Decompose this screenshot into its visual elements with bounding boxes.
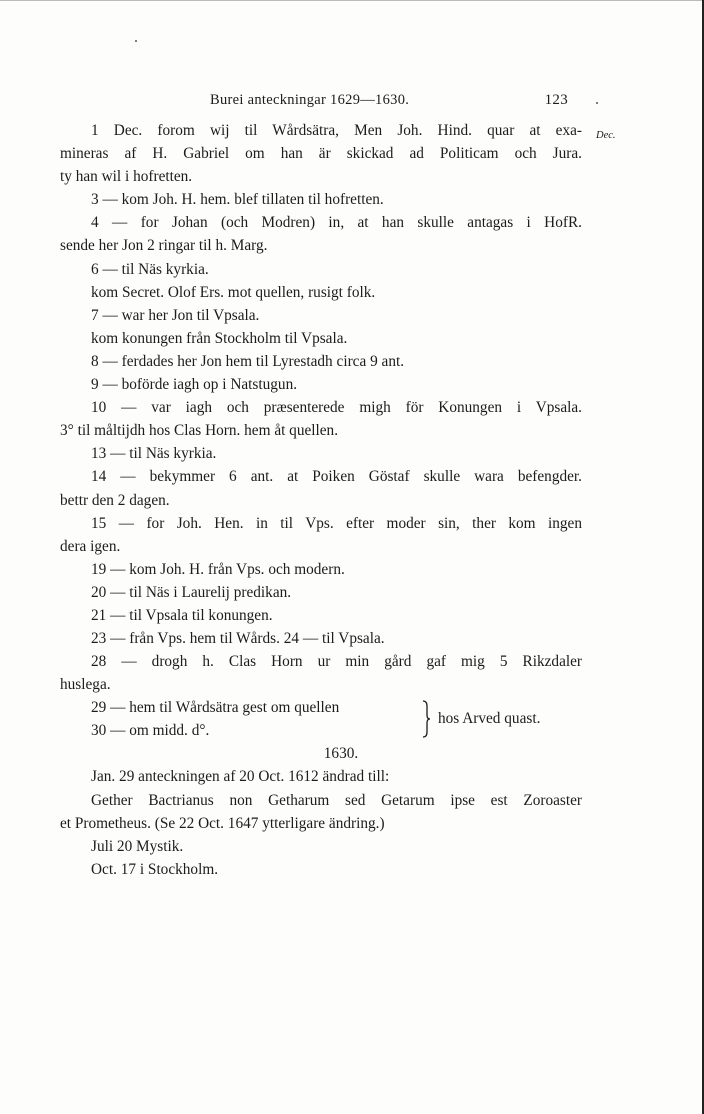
page-top-edge: [0, 0, 704, 1]
diary-lines: [60, 119, 582, 696]
text-line: 7 — war her Jon til Vpsala.: [91, 306, 260, 324]
text-line: ty han wil i hofretten.: [60, 168, 193, 186]
text-line: 15 — for Joh. Hen. in til Vps. efter moder sin, ther kom ingen: [91, 514, 582, 532]
text-line: kom konungen från Stockholm til Vpsala.: [91, 329, 348, 347]
text-line: Juli 20 Mystik.: [91, 837, 184, 855]
brace-side-note: hos Arved quast.: [438, 710, 541, 728]
curly-brace-icon: [422, 700, 430, 738]
brace-line-2: 30 — om midd. d°.: [91, 722, 210, 740]
text-line: Gether Bactrianus non Getharum sed Getarum ipse est Zoroaster: [91, 791, 582, 809]
text-line: mineras af H. Gabriel om han är skickad ad Politicam och Jura.: [60, 145, 582, 163]
text-line: 3° til måltijdh hos Clas Horn. hem åt quellen.: [60, 422, 339, 440]
text-line: 28 — drogh h. Clas Horn ur min gård gaf mig 5 Rikzdaler: [91, 653, 582, 671]
text-line: 14 — bekymmer 6 ant. at Poiken Göstaf skulle wara befengder.: [91, 468, 582, 486]
text-line: 1 Dec. forom wij til Wårdsätra, Men Joh. Hind. quar at exa-: [91, 122, 582, 139]
text-line: Oct. 17 i Stockholm.: [91, 860, 219, 878]
text-line: 20 — til Näs i Laurelij predikan.: [91, 583, 292, 601]
body-text: [60, 119, 582, 881]
text-line: 9 — boförde iagh op i Natstugun.: [91, 376, 298, 394]
running-title: Burei anteckningar 1629—1630.: [210, 92, 410, 108]
text-line: 4 — for Johan (och Modren) in, at han skulle antagas i HofR.: [91, 214, 582, 232]
text-line: 8 — ferdades her Jon hem til Lyrestadh circa 9 ant.: [91, 352, 405, 370]
text-line: 23 — från Vps. hem til Wårds. 24 — til Vpsala.: [91, 630, 385, 648]
brace-line-1: 29 — hem til Wårdsätra gest om quellen: [91, 699, 340, 717]
year-heading: 1630.: [323, 745, 359, 763]
diary-lines-1630: [60, 765, 582, 880]
text-line: Jan. 29 anteckningen af 20 Oct. 1612 ändrad till:: [91, 768, 390, 786]
text-line: bettr den 2 dagen.: [60, 491, 170, 509]
text-line: 21 — til Vpsala til konungen.: [91, 606, 273, 624]
text-line: 10 — var iagh och præsenterede migh för Konungen i Vpsala.: [91, 399, 582, 417]
text-line: huslega.: [60, 676, 111, 694]
text-line: 3 — kom Joh. H. hem. blef tillaten til hofretten.: [91, 191, 384, 209]
text-line: sende her Jon 2 ringar til h. Marg.: [60, 237, 268, 255]
speck: [135, 40, 137, 42]
text-line: 6 — til Näs kyrkia.: [91, 260, 209, 278]
text-line: kom Secret. Olof Ers. mot quellen, rusigt folk.: [91, 283, 376, 301]
text-line: dera igen.: [60, 537, 121, 555]
text-line: 19 — kom Joh. H. från Vps. och modern.: [91, 560, 345, 578]
text-line: et Prometheus. (Se 22 Oct. 1647 ytterligare ändring.): [60, 814, 385, 832]
speck: [596, 102, 598, 104]
text-line: 13 — til Näs kyrkia.: [91, 445, 217, 463]
page-number: 123: [544, 92, 568, 108]
margin-note: Dec.: [596, 130, 616, 141]
brace-group: [60, 696, 582, 742]
